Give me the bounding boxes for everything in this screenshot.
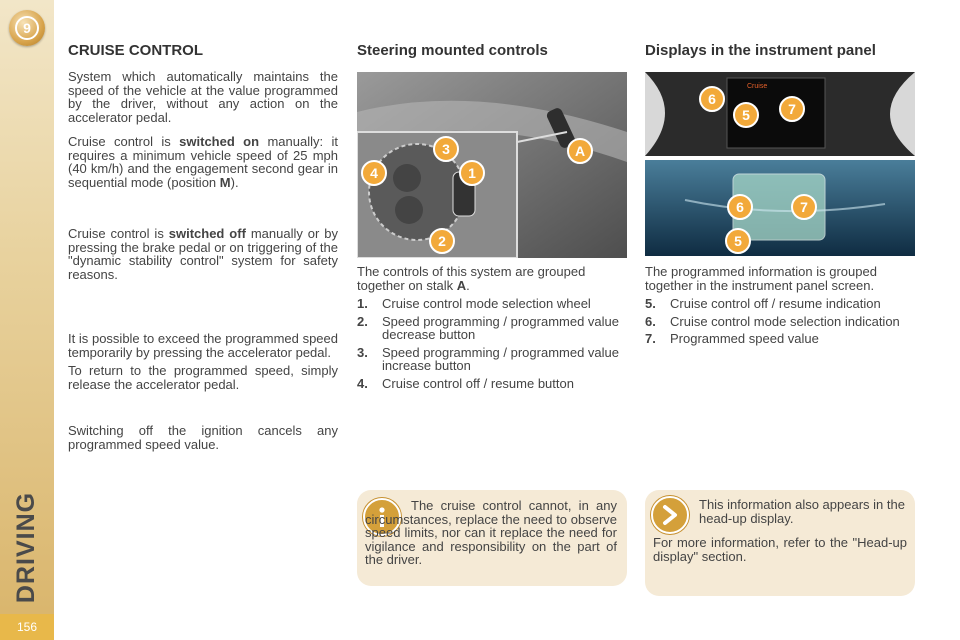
list-item: 6. Cruise control mode selection indication	[645, 313, 900, 329]
list-item: 5. Cruise control off / resume indication	[645, 296, 881, 311]
list-item: 1. Cruise control mode selection wheel	[357, 296, 591, 311]
callout-6: 6	[699, 86, 725, 112]
callout-7: 7	[791, 194, 817, 220]
section-title: DRIVING	[12, 491, 41, 603]
head-up-note-box	[645, 490, 915, 596]
chapter-sidebar	[0, 0, 54, 640]
paragraph-stalk: The controls of this system are grouped together on stalk A.	[357, 264, 586, 293]
chevron-right-icon	[651, 496, 689, 534]
callout-6: 6	[727, 194, 753, 220]
callout-4: 4	[361, 160, 387, 186]
warning-note-box	[357, 490, 627, 586]
callout-1: 1	[459, 160, 485, 186]
paragraph-intro: System which automatically maintains the speed of the vehicle at the value programmed by the driver, without any action on the accelerator pedal.	[68, 69, 338, 125]
paragraph-exceed: It is possible to exceed the programmed speed temporarily by pressing the accelerator pedal.	[68, 331, 338, 360]
chapter-badge	[9, 10, 45, 46]
steering-controls-illustration	[357, 72, 627, 258]
column-instrument-displays	[645, 265, 915, 350]
chapter-number: 9	[15, 16, 39, 40]
instrument-panel-top-image	[645, 72, 915, 156]
head-up-display-illustration	[645, 160, 915, 256]
paragraph-switch-on: Cruise control is switched on manually: it requires a minimum vehicle speed of 25 mph (40 km/h) and the engagement second gear in sequential mode (position M).	[68, 134, 338, 190]
list-item: 2. Speed programming / programmed value decrease button	[357, 313, 620, 342]
page-number: 156	[0, 614, 54, 640]
callout-3: 3	[433, 136, 459, 162]
callout-A: A	[567, 138, 593, 164]
heading-instrument-displays: Displays in the instrument panel	[645, 42, 876, 59]
paragraph-return: To return to the programmed speed, simply release the accelerator pedal.	[68, 363, 338, 392]
list-item: 4. Cruise control off / resume button	[357, 375, 574, 391]
list-item: 7. Programmed speed value	[645, 331, 819, 346]
head-up-display-image	[645, 160, 915, 256]
instrument-displays-list	[645, 297, 915, 346]
head-up-note-text: This information also appears in the head-up display.	[699, 497, 905, 526]
steering-controls-list	[357, 297, 627, 390]
steering-controls-image	[357, 72, 627, 258]
heading-cruise-control: CRUISE CONTROL	[68, 42, 203, 59]
list-item: 3. Speed programming / programmed value increase button	[357, 344, 620, 373]
callout-2: 2	[429, 228, 455, 254]
head-up-reference-text: For more information, refer to the "Head-up display" section.	[653, 535, 907, 564]
paragraph-programmed-info: The programmed information is grouped together in the instrument panel screen.	[645, 264, 877, 293]
paragraph-ignition: Switching off the ignition cancels any programmed speed value.	[68, 423, 338, 452]
column-cruise-control	[68, 70, 338, 451]
callout-7: 7	[779, 96, 805, 122]
screen-label: Cruise	[747, 83, 768, 90]
paragraph-switch-off: Cruise control is switched off manually or by pressing the brake pedal or on triggering of the "dynamic stability control" system for safety reasons.	[68, 226, 338, 282]
warning-note-text: The cruise control cannot, in any circumstances, replace the need to observe speed limits, nor can it replace the need for vigilance and responsibility on the part of the driver.	[365, 498, 617, 567]
column-steering-controls	[357, 265, 627, 394]
callout-5: 5	[725, 228, 751, 254]
heading-steering-controls: Steering mounted controls	[357, 42, 548, 59]
callout-5: 5	[733, 102, 759, 128]
